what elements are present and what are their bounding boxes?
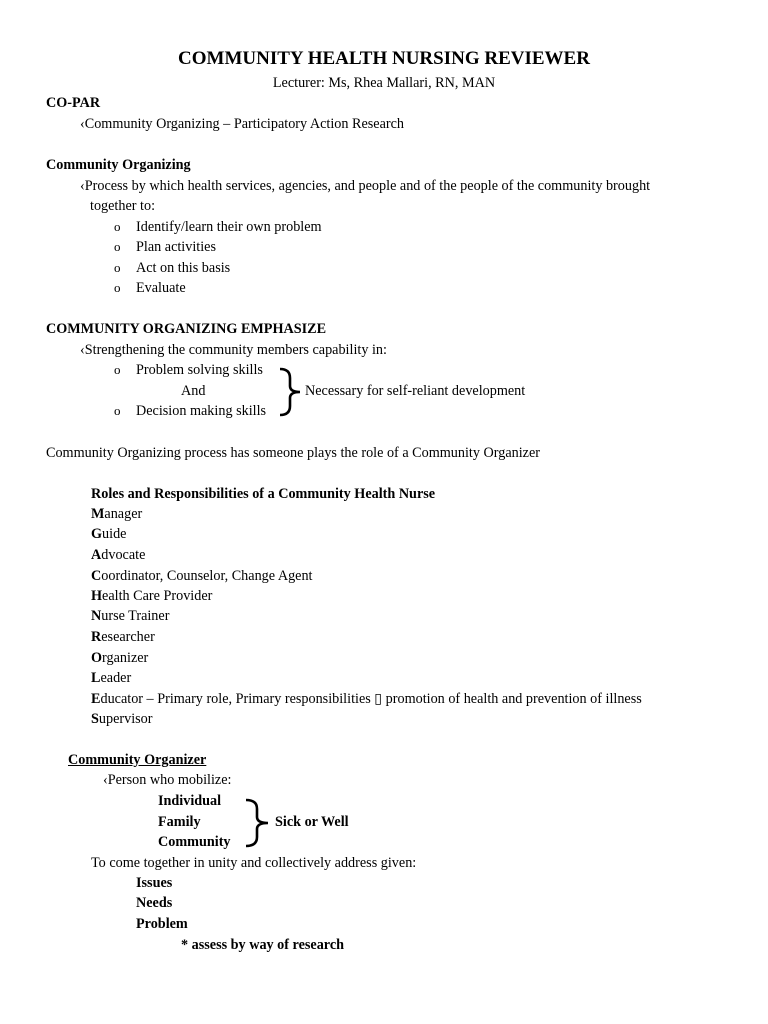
list-item: Evaluate [136, 280, 186, 296]
role-item [91, 525, 126, 543]
definition-continuation: together to: [90, 198, 156, 214]
emphasize-heading: COMMUNITY ORGANIZING EMPHASIZE [46, 321, 327, 337]
document-title: COMMUNITY HEALTH NURSING REVIEWER [178, 48, 590, 69]
unity-line: To come together in unity and collectively address given: [91, 855, 417, 871]
list-marker: o [114, 219, 121, 234]
copar-text: Community Organizing – Participatory Action Research [84, 116, 405, 132]
role-rest: upervisor [98, 711, 153, 727]
list-item: Act on this basis [136, 260, 231, 276]
bullet-mark: ‹ [80, 342, 85, 358]
role-item [91, 710, 152, 728]
list-marker: o [114, 239, 121, 254]
group-item: Family [158, 814, 201, 830]
organizer-text: Person who mobilize: [107, 772, 232, 788]
list-marker: o [114, 280, 121, 295]
address-item: Needs [136, 895, 173, 911]
address-item: Problem [136, 916, 188, 932]
list-item: Problem solving skills [136, 362, 263, 378]
list-marker: o [114, 362, 121, 377]
list-item: Plan activities [136, 239, 216, 255]
process-note: Community Organizing process has someone plays the role of a Community Organizer [46, 445, 540, 461]
role-initial: G [91, 526, 103, 542]
role-rest: dvocate [101, 547, 146, 563]
community-organizer-heading: Community Organizer [68, 752, 207, 768]
role-initial: O [91, 650, 103, 666]
role-initial: E [91, 691, 101, 707]
role-rest: anager [104, 506, 143, 522]
research-note: * assess by way of research [181, 937, 345, 953]
lecturer-line: Lecturer: Ms, Rhea Mallari, RN, MAN [272, 75, 496, 91]
role-rest: oordinator, Counselor, Change Agent [101, 568, 313, 584]
list-marker: o [114, 403, 121, 418]
role-rest: urse Trainer [101, 608, 170, 624]
community-organizing-definition [80, 177, 650, 195]
list-item: Identify/learn their own problem [136, 219, 322, 235]
brace-note: Sick or Well [275, 814, 349, 830]
list-marker: o [114, 260, 121, 275]
role-item [91, 649, 148, 667]
role-initial: M [91, 506, 105, 522]
list-item: Decision making skills [136, 403, 267, 419]
role-rest: eader [100, 670, 132, 686]
role-item [91, 607, 169, 625]
role-initial: A [91, 547, 102, 563]
role-item [91, 690, 642, 708]
role-item [91, 669, 131, 687]
role-initial: S [91, 711, 99, 727]
copar-heading: CO-PAR [46, 95, 101, 111]
role-item [91, 546, 145, 564]
right-brace-icon [276, 366, 306, 418]
role-item [91, 628, 155, 646]
role-item [91, 567, 313, 585]
bullet-mark: ‹ [103, 772, 108, 788]
group-item: Community [158, 834, 231, 850]
bullet-mark: ‹ [80, 116, 85, 132]
role-item [91, 505, 142, 523]
role-initial: C [91, 568, 102, 584]
role-rest: ealth Care Provider [102, 588, 213, 604]
roles-heading: Roles and Responsibilities of a Community Health Nurse [91, 486, 436, 502]
role-initial: N [91, 608, 102, 624]
role-initial: L [91, 670, 101, 686]
copar-bullet [80, 115, 404, 133]
address-item: Issues [136, 875, 173, 891]
role-rest: esearcher [101, 629, 155, 645]
definition-text: Process by which health services, agencies, and people and of the people of the community brought [84, 178, 651, 194]
organizer-line [103, 771, 231, 789]
group-item: Individual [158, 793, 222, 809]
right-brace-icon [242, 797, 274, 849]
role-rest: uide [102, 526, 127, 542]
role-item [91, 587, 212, 605]
emphasize-text: Strengthening the community members capability in: [84, 342, 387, 358]
role-rest: ducator – Primary role, Primary responsibilities ▯ promotion of health and prevention of illness [100, 691, 642, 707]
brace-note: Necessary for self-reliant development [305, 383, 526, 399]
bullet-mark: ‹ [80, 178, 85, 194]
role-rest: rganizer [102, 650, 149, 666]
role-initial: R [91, 629, 102, 645]
and-connector: And [181, 383, 206, 399]
community-organizing-heading: Community Organizing [46, 157, 191, 173]
role-initial: H [91, 588, 103, 604]
emphasize-line [80, 341, 387, 359]
